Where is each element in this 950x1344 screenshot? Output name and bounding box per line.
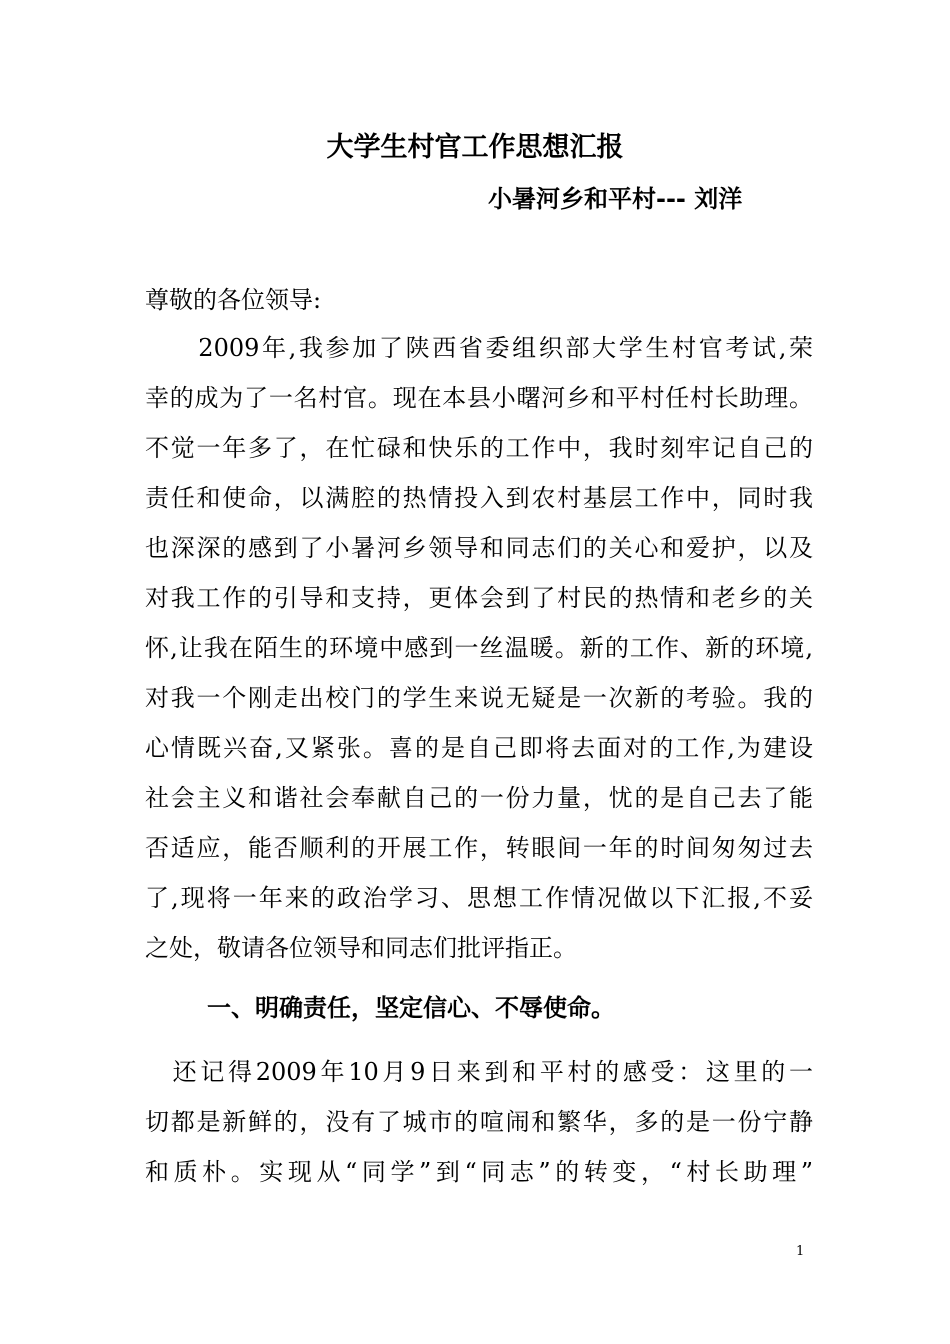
author-line: 小暑河乡和平村--- 刘洋 <box>488 185 743 213</box>
paragraph-line: 心情既兴奋,又紧张。喜的是自己即将去面对的工作,为建设 <box>145 734 813 762</box>
paragraph-line: 切都是新鲜的，没有了城市的喧闹和繁华，多的是一份宁静 <box>145 1108 813 1136</box>
paragraph-line: 对我一个刚走出校门的学生来说无疑是一次新的考验。我的 <box>145 684 813 712</box>
section-heading: 一、明确责任，坚定信心、不辱使命。 <box>207 994 615 1022</box>
paragraph-line: 也深深的感到了小暑河乡领导和同志们的关心和爱护，以及 <box>145 534 813 562</box>
paragraph-line: 对我工作的引导和支持，更体会到了村民的热情和老乡的关 <box>145 584 813 612</box>
paragraph-line: 社会主义和谐社会奉献自己的一份力量，忧的是自己去了能 <box>145 784 813 812</box>
paragraph-line: 幸的成为了一名村官。现在本县小曙河乡和平村任村长助理。 <box>145 384 813 412</box>
paragraph-line: 责任和使命，以满腔的热情投入到农村基层工作中，同时我 <box>145 484 813 512</box>
paragraph-line: 怀,让我在陌生的环境中感到一丝温暖。新的工作、新的环境, <box>145 634 813 662</box>
paragraph-line: 否适应，能否顺利的开展工作，转眼间一年的时间匆匆过去 <box>145 834 813 862</box>
paragraph-line: 不觉一年多了，在忙碌和快乐的工作中，我时刻牢记自己的 <box>145 434 813 462</box>
document-title: 大学生村官工作思想汇报 <box>326 132 624 163</box>
paragraph-line: 还记得2009年10月9日来到和平村的感受：这里的一 <box>145 1058 813 1086</box>
page-number: 1 <box>796 1244 805 1259</box>
paragraph-line: 了,现将一年来的政治学习、思想工作情况做以下汇报,不妥 <box>145 884 813 912</box>
paragraph-line: 2009年,我参加了陕西省委组织部大学生村官考试,荣 <box>145 334 813 362</box>
paragraph-line: 之处，敬请各位领导和同志们批评指正。 <box>145 934 577 962</box>
salutation: 尊敬的各位领导: <box>145 286 322 314</box>
paragraph-line: 和质朴。实现从“同学”到“同志”的转变，“村长助理” <box>145 1158 813 1186</box>
